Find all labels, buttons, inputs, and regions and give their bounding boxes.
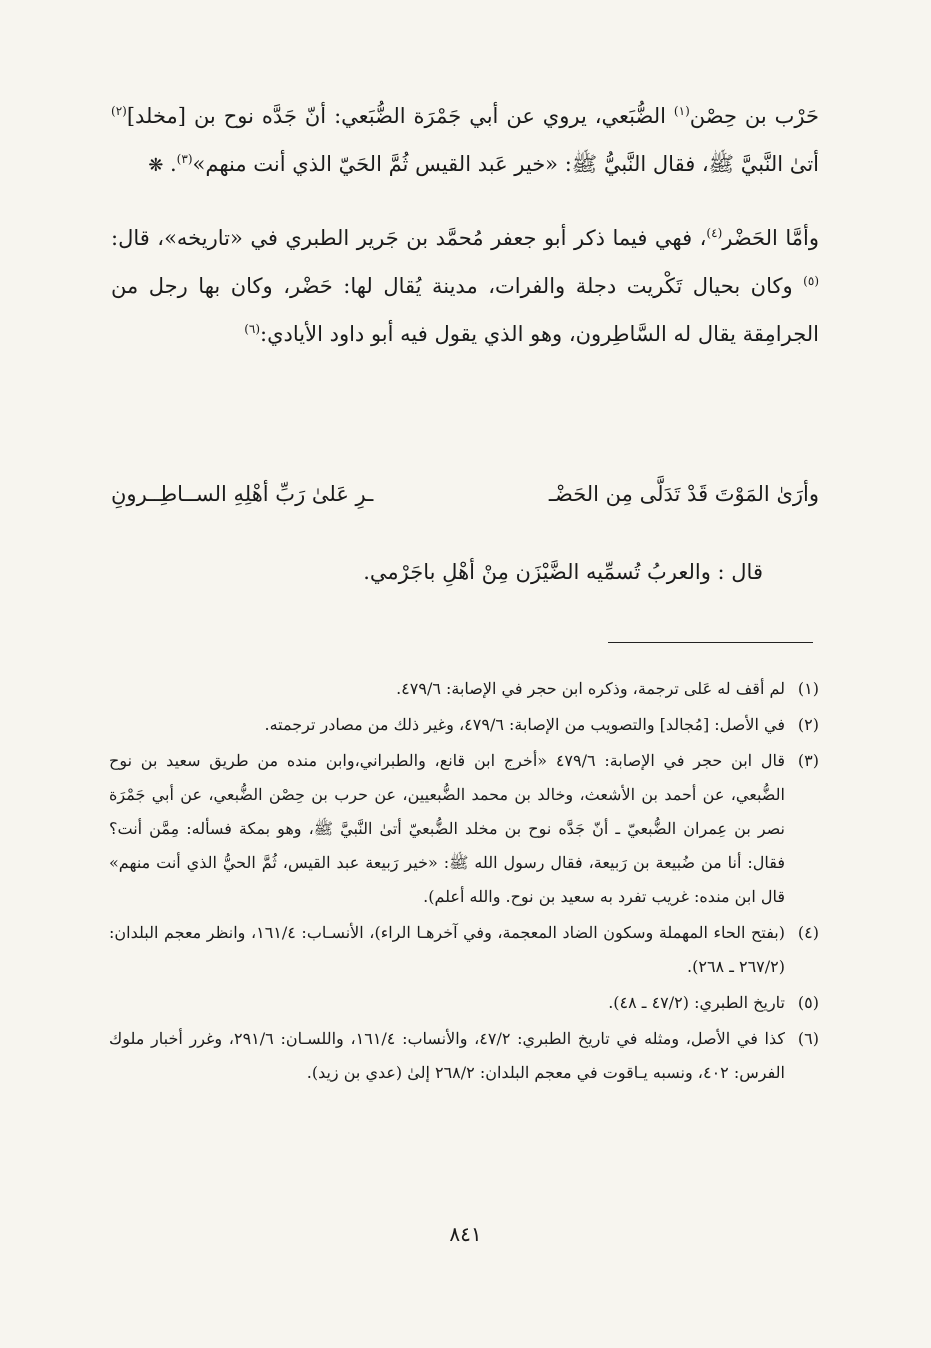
footnote-separator: [608, 642, 813, 643]
footnote-ref-3: (٣): [176, 152, 193, 166]
footnote-text: لم أقف له عَلى ترجمة، وذكره ابن حجر في الإصابة: ٤٧٩/٦.: [396, 679, 785, 698]
qala-line: قال : والعربُ تُسمِّيه الضَّيْزَن مِنْ أهْلِ باجَرْمي.: [363, 560, 763, 584]
footnote-ref-4: (٤): [706, 226, 723, 240]
footnote-number: (٣): [797, 751, 819, 770]
footnote-5: [109, 986, 819, 1020]
footnote-6: [109, 1022, 819, 1090]
paragraph-al-hadr: [111, 214, 819, 358]
footnote-3: [109, 744, 819, 914]
footnote-ref-1: (١): [673, 104, 690, 118]
footnote-number: (١): [797, 679, 819, 698]
paragraph-harb-ibn-hisn: [111, 92, 819, 190]
poetry-verse: [111, 482, 819, 532]
footnote-text: قال ابن حجر في الإصابة: ٤٧٩/٦ «أخرج ابن قانع، والطبراني،وابن منده من طريق سعيد بن نوح الضُّبعي، عن أحمد بن الأشعث، وخالد بن محمد الضُّبعيين، عن حرب بن حِصْن الضُّبعي، عن أبي جَمْرَة نصر بن عِمران الضُّبعيّ ـ أنّ جَدَّه نوح بن مخلد الضُّبعيّ أتىٰ النَّبيَّ ﷺ، وهو بمكة فسأله: مِمَّن أنت؟ فقال: أنا من ضُبيعة بن رَبيعة، فقال رسول الله ﷺ: «خير رَبيعة عبد القيس، ثُمَّ الحيُّ الذي أنت منهم» قال ابن منده: غريب تفرد به سعيد بن نوح. والله أعلم).: [109, 751, 786, 906]
paragraph-text: .: [163, 152, 177, 176]
page-number: ٨٤١: [449, 1222, 482, 1246]
paragraph-text: ، فهي فيما ذكر أبو جعفر مُحمَّد بن جَرير الطبري في «تاريخه»، قال:: [111, 226, 707, 250]
footnote-text: في الأصل: [مُجالد] والتصويب من الإصابة: ٤٧٩/٦، وغير ذلك من مصادر ترجمته.: [264, 715, 785, 734]
main-text: [111, 92, 819, 378]
verse-first-hemistich: وأرَىٰ المَوْتَ قَدْ تَدَلَّى مِن الحَضْـ: [548, 482, 819, 506]
star-ornament-icon: ❋: [148, 155, 164, 176]
paragraph-text: وأمَّا الحَضْر: [722, 226, 819, 250]
footnote-ref-2: (٢): [111, 104, 127, 118]
footnote-text: (بفتح الحاء المهملة وسكون الضاد المعجمة، وفي آخرهـا الراء)، الأنسـاب: ١٦١/٤، وانظر معجم البلدان: (٢٦٧/٢ ـ ٢٦٨).: [109, 923, 785, 976]
footnote-number: (٥): [797, 993, 819, 1012]
verse-second-hemistich: ـرِ عَلىٰ رَبِّ أهْلِهِ الســاطِــرونِ: [111, 482, 374, 506]
footnote-number: (٦): [797, 1029, 819, 1048]
footnote-ref-6: (٦): [244, 322, 261, 336]
paragraph-text: وكان بحيال تَكْريت دجلة والفرات، مدينة يُقال لها: حَضْر، وكان بها رجل من الجرامِقة يقال له السَّاطِرون، وهو الذي يقول فيه أبو داود الأيادي:: [111, 274, 819, 346]
footnotes: [109, 672, 819, 1092]
footnote-2: [109, 708, 819, 742]
footnote-text: كذا في الأصل، ومثله في تاريخ الطبري: ٤٧/٢، والأنساب: ١٦١/٤، واللسـان: ٢٩١/٦، وغرر أخبار ملوك الفرس: ٤٠٢، ونسبه يـاقوت في معجم البلدان: ٢٦٨/٢ إلىٰ (عدي بن زيد).: [109, 1029, 786, 1082]
footnote-text: تاريخ الطبري: (٤٧/٢ ـ ٤٨).: [608, 993, 785, 1012]
footnote-number: (٤): [797, 923, 819, 942]
footnote-number: (٢): [797, 715, 819, 734]
footnote-4: [109, 916, 819, 984]
paragraph-text: أتىٰ النَّبيَّ ﷺ، فقال النَّبيُّ ﷺ: «خير عَبد القيس ثُمَّ الحَيّ الذي أنت منهم»: [192, 152, 819, 176]
paragraph-text: الضُّبَعي، يروي عن أبي جَمْرَة الضُّبَعي: أنّ جَدَّه نوح بن [مخلد]: [126, 104, 674, 128]
footnote-1: [109, 672, 819, 706]
paragraph-text: حَرْب بن حِصْن: [689, 104, 820, 128]
footnote-ref-5: (٥): [803, 274, 819, 288]
